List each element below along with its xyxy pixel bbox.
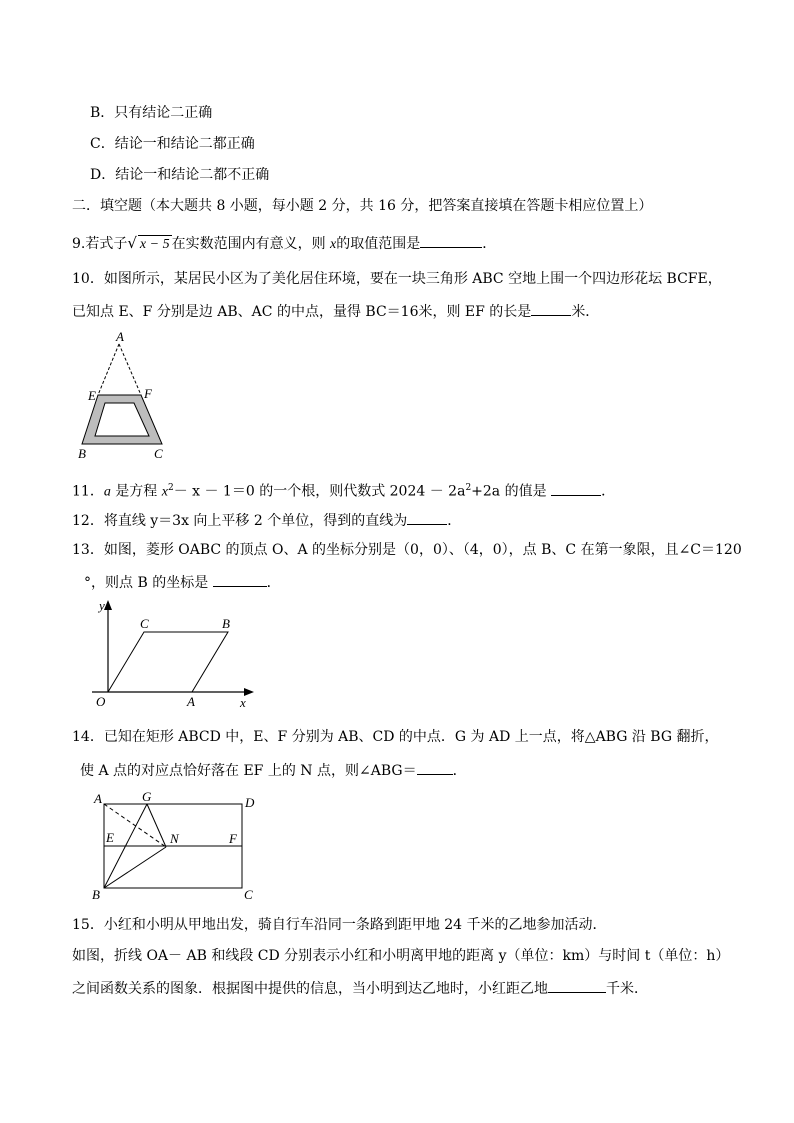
q10-label-e: E xyxy=(88,388,96,403)
q12-blank xyxy=(407,510,447,525)
q14-label-e: E xyxy=(106,830,114,845)
q10-label-a: A xyxy=(116,330,124,344)
q11-sup2: 2 xyxy=(465,483,472,493)
q10-dashed-af xyxy=(119,344,141,395)
q11-t3: +2a 的值是 xyxy=(471,483,547,500)
q14-label-c: C xyxy=(244,887,253,902)
q15-line2: 如图，折线 OA－ AB 和线段 CD 分别表示小红和小明离甲地的距离 y（单位：km）与时间 t（单位：h） xyxy=(72,948,730,964)
option-d: D．结论一和结论二都不正确 xyxy=(90,167,270,183)
q10-label-b: B xyxy=(78,446,86,460)
option-b: B．只有结论二正确 xyxy=(90,105,213,121)
q10-end: 米． xyxy=(571,304,600,320)
q11-end: ． xyxy=(601,483,616,500)
q14-label-b: B xyxy=(92,887,100,902)
q15-line1: 15．小红和小明从甲地出发，骑自行车沿同一条路到距甲地 24 千米的乙地参加活动． xyxy=(72,917,607,933)
q13-label-y: y xyxy=(99,598,105,613)
question-10-line2 xyxy=(72,301,599,321)
q9-end: ． xyxy=(482,236,497,252)
q13-blank xyxy=(213,572,267,587)
q13-figure xyxy=(88,598,258,710)
q15-line3: 之间函数关系的图象．根据图中提供的信息，当小明到达乙地时，小红距乙地 xyxy=(72,981,548,997)
q13-line1: 13．如图，菱形 OABC 的顶点 O、A 的坐标分别是（0，0）、（4，0），点 B、C 在第一象限，且∠C＝120 xyxy=(72,542,742,558)
q15-end: 千米． xyxy=(606,981,648,997)
q14-label-d: D xyxy=(245,795,255,810)
q12-text: 12．将直线 y＝3x 向上平移 2 个单位，得到的直线为 xyxy=(72,513,408,529)
q12-end: ． xyxy=(447,513,462,529)
q13-line2: °，则点 B 的坐标是 xyxy=(84,575,209,591)
q13-end: ． xyxy=(266,575,281,591)
q9-blank xyxy=(420,233,482,248)
q15-blank xyxy=(548,978,606,993)
q9-var: x xyxy=(330,237,337,252)
q13-label-x: x xyxy=(240,695,246,710)
q10-label-c: C xyxy=(154,446,163,460)
q11-blank xyxy=(551,481,601,496)
q9-prefix: 9.若式子 xyxy=(72,236,128,252)
q13-y-arrow xyxy=(104,600,112,610)
q9-radicand: x − 5 xyxy=(139,237,170,252)
q9-suffix: 的取值范围是 xyxy=(336,236,421,252)
q10-figure xyxy=(74,330,174,460)
question-12 xyxy=(72,510,461,530)
q14-figure xyxy=(88,790,268,902)
q9-mid: 在实数范围内有意义，则 xyxy=(171,236,326,252)
q14-end: ． xyxy=(452,763,467,779)
section-heading: 二．填空题（本大题共 8 小题，每小题 2 分，共 16 分，把答案直接填在答题卡相应位置上） xyxy=(72,198,653,214)
q13-rhombus xyxy=(108,632,228,692)
q13-label-b: B xyxy=(222,616,230,631)
q11-a: a xyxy=(103,484,111,500)
q11-x: x xyxy=(161,484,168,500)
q14-bn-line xyxy=(104,847,166,888)
q10-line2: 已知点 E、F 分别是边 AB、AC 的中点，量得 BC＝16米，则 EF 的长是 xyxy=(72,304,532,320)
q11-t2: － x － 1＝0 的一个根，则代数式 2024 － 2a xyxy=(173,483,466,500)
q10-line1: 10．如图所示，某居民小区为了美化居住环境，要在一块三角形 ABC 空地上围一个四边形花坛 BCFE， xyxy=(72,271,722,287)
q13-label-c: C xyxy=(140,616,149,631)
q14-line1: 14．已知在矩形 ABCD 中，E、F 分别为 AB、CD 的中点．G 为 AD 上一点，将△ABG 沿 BG 翻折， xyxy=(72,729,719,745)
question-13-line2 xyxy=(84,572,281,592)
question-11 xyxy=(72,479,615,502)
q14-label-f: F xyxy=(229,831,237,846)
question-9: 9.若式子√ x − 5 在实数范围内有意义，则 x的取值范围是 ． xyxy=(72,234,497,252)
q14-label-g: G xyxy=(142,790,152,804)
q11-t1: 是方程 xyxy=(115,483,158,500)
option-c: C．结论一和结论二都正确 xyxy=(90,136,255,152)
q14-label-a: A xyxy=(94,791,102,806)
q11-num: 11． xyxy=(72,483,104,500)
q10-blank xyxy=(531,301,571,316)
q14-label-n: N xyxy=(170,831,179,846)
q13-label-a: A xyxy=(187,694,195,709)
q14-blank xyxy=(417,760,453,775)
question-14-line2 xyxy=(80,760,467,780)
question-15-line3 xyxy=(72,978,648,998)
q13-label-o: O xyxy=(96,694,106,709)
q14-line2: 使 A 点的对应点恰好落在 EF 上的 N 点，则∠ABG＝ xyxy=(80,763,417,779)
q10-dashed-ae xyxy=(98,344,119,395)
q10-label-f: F xyxy=(144,386,152,401)
q11-sup1: 2 xyxy=(167,483,174,493)
